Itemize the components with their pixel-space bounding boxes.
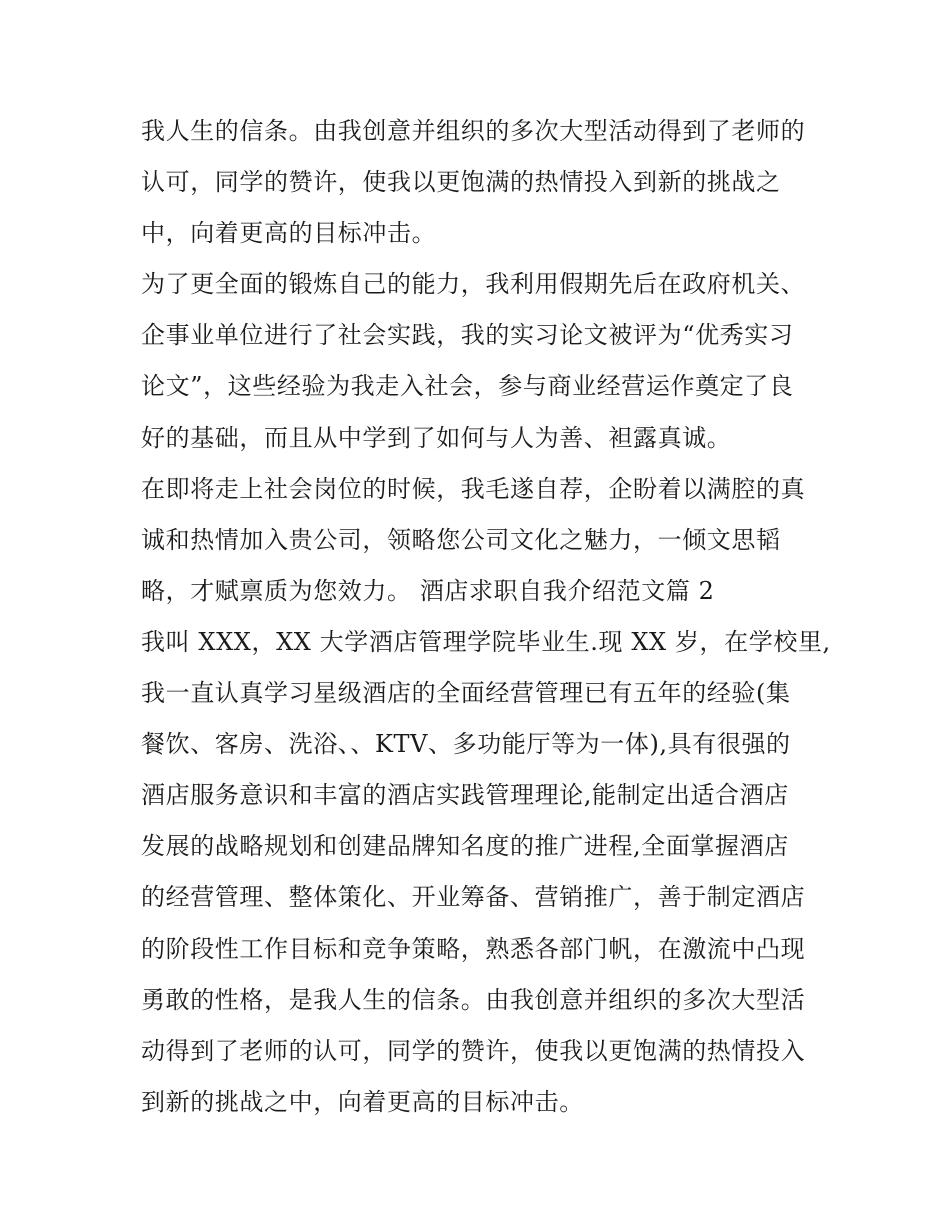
text-line: 勇敢的性格，是我人生的信条。由我创意并组织的多次大型活: [141, 985, 806, 1014]
text-line: 为了更全面的锻炼自己的能力，我利用假期先后在政府机关、: [141, 270, 806, 299]
text-line: 的阶段性工作目标和竞争策略，熟悉各部门帆，在激流中凸现: [141, 934, 806, 963]
text-line: 我一直认真学习星级酒店的全面经营管理已有五年的经验(集: [141, 679, 791, 708]
text-line: 动得到了老师的认可，同学的赞许，使我以更饱满的热情投入: [141, 1036, 806, 1065]
text-line: 发展的战略规划和创建品牌知名度的推广进程,全面掌握酒店: [141, 832, 789, 861]
text-line: 餐饮、客房、洗浴、、KTV、多功能厅等为一体),具有很强的: [141, 730, 791, 759]
text-line: 到新的挑战之中，向着更高的目标冲击。: [141, 1087, 584, 1116]
text-line: 我人生的信条。由我创意并组织的多次大型活动得到了老师的: [141, 117, 806, 145]
text-line: 好的基础，而且从中学到了如何与人为善、袒露真诚。: [141, 423, 732, 452]
text-line: 的经营管理、整体策化、开业筹备、营销推广，善于制定酒店: [141, 883, 806, 912]
body-text: [141, 106, 831, 1128]
text-line: 在即将走上社会岗位的时候，我毛遂自荐，企盼着以满腔的真: [141, 474, 806, 503]
text-line: 论文”，这些经验为我走入社会，参与商业经营运作奠定了良: [141, 372, 794, 401]
text-line: 诚和热情加入贵公司，领略您公司文化之魅力，一倾文思韬: [141, 525, 781, 554]
text-line: 略，才赋禀质为您效力。 酒店求职自我介绍范文篇 2: [141, 576, 715, 605]
text-line: 认可，同学的赞许，使我以更饱满的热情投入到新的挑战之: [141, 168, 781, 197]
text-line: 我叫 XXX，XX 大学酒店管理学院毕业生.现 XX 岁，在学校里,: [141, 627, 831, 656]
text-line: 企事业单位进行了社会实践，我的实习论文被评为“优秀实习: [141, 321, 794, 350]
text-line: 中，向着更高的目标冲击。: [141, 219, 437, 248]
text-line: 酒店服务意识和丰富的酒店实践管理理论,能制定出适合酒店: [141, 781, 789, 810]
